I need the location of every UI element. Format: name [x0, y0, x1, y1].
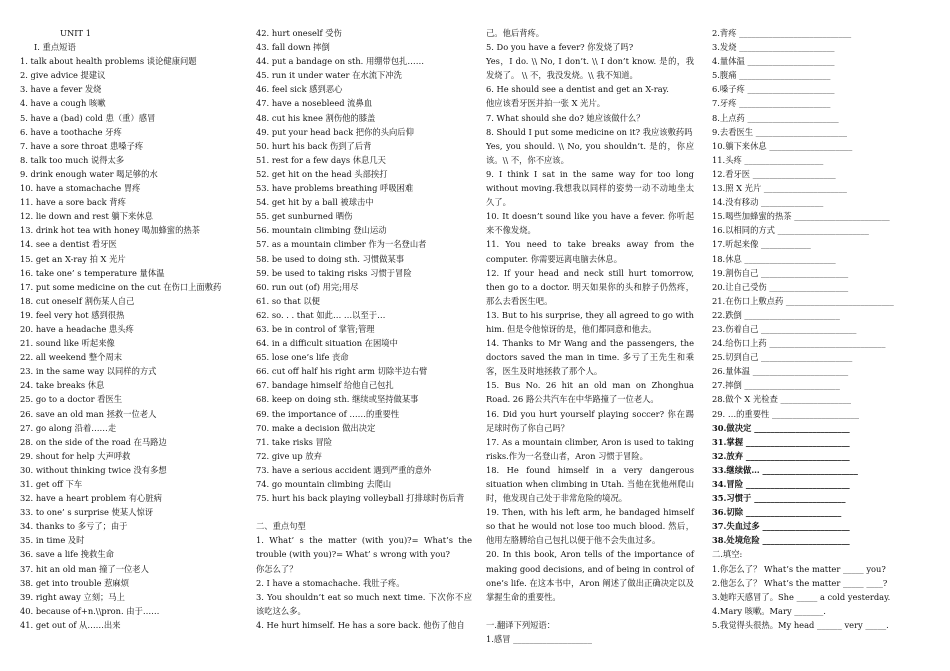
phrase-item: 59. be used to taking risks 习惯于冒险: [256, 267, 412, 278]
phrase-list-1: [20, 54, 248, 632]
translate-item[interactable]: 3.发烧 _______________________: [712, 42, 835, 53]
phrase-list-2: [256, 26, 472, 505]
phrase-item: 11. have a sore back 背疼: [20, 197, 126, 208]
phrase-item: 47. have a nosebleed 流鼻血: [256, 98, 373, 109]
phrase-item: 53. have problems breathing 呼吸困难: [256, 183, 414, 194]
phrase-item: 4. have a cough 咳嗽: [20, 98, 106, 109]
phrase-item: 10. have a stomachache 胃疼: [20, 183, 141, 194]
phrase-item: 26. save an old man 拯救一位老人: [20, 408, 157, 419]
translate-item[interactable]: 22.跌倒 _______________________: [712, 309, 840, 320]
phrase-item: 49. put your head back 把你的头向后仰: [256, 126, 414, 137]
column-4: [712, 26, 944, 632]
phrase-item: 66. cut off half his right arm 切除半边右臂: [256, 366, 428, 377]
sentence-item: 11. You need to take breaks away from the computer. 你需要远离电脑去休息。: [486, 239, 694, 264]
translate-item[interactable]: 26.量体温 _______________________: [712, 366, 849, 377]
phrase-item: 57. as a mountain climber 作为一名登山者: [256, 239, 427, 250]
phrase-item: 13. drink hot tea with honey 喝加蜂蜜的热茶: [20, 225, 200, 236]
phrase-item: 56. mountain climbing 登山运动: [256, 225, 387, 236]
sentence-item: 19. Then, with his left arm, he bandaged himself so that he would not lose too much blood. 然后，他用左胳膊给自己包扎以便于他不会失血过多。: [486, 507, 694, 546]
phrase-item: 31. get off 下车: [20, 479, 83, 489]
section-title-translate: 一.翻译下列短语：: [486, 619, 556, 630]
fill-in-item[interactable]: 4.Mary 咳嗽。Mary _______.: [712, 605, 826, 616]
phrase-item: 75. hurt his back playing volleyball 打排球时伤后背: [256, 493, 465, 504]
phrase-item: 17. put some medicine on the cut 在伤口上面敷药: [20, 281, 222, 292]
sentence-item: 2. I have a stomachache. 我肚子疼。: [256, 577, 405, 588]
phrase-item: 62. so. . . that 如此… …以至于…: [256, 309, 386, 320]
sentence-item: 他应该看牙医并拍一张 X 光片。: [486, 98, 606, 109]
phrase-item: 30. without thinking twice 没有多想: [20, 464, 167, 475]
translate-item[interactable]: 32.放弃 _________________________: [712, 450, 850, 461]
translate-item[interactable]: 33.继续做… _______________________: [712, 464, 858, 475]
translate-item[interactable]: 35.习惯于 ______________________: [712, 493, 846, 504]
translate-item[interactable]: 8.上点药 ______________________: [712, 112, 839, 123]
translate-item[interactable]: 37.失血过多 _____________________: [712, 521, 850, 532]
phrase-item: 39. right away 立刻；马上: [20, 591, 125, 602]
translate-item[interactable]: 36.切除 _______________________: [712, 507, 842, 518]
sentence-item: Yes, you should. \\ No, you shouldn’t. 是的，你应该。\\ 不，你不应该。: [486, 140, 694, 165]
translate-item[interactable]: 25.切到自己 ______________________: [712, 352, 853, 363]
sentence-item: 18. He found himself in a very dangerous situation when climbing in Utah. 当他在犹他州爬山时，他发现自己处于非常危险的境况。: [486, 464, 694, 504]
translate-item[interactable]: 16.以相同的方式 ______________________: [712, 225, 869, 236]
translate-item[interactable]: 20.让自己受伤 ___________________: [712, 281, 849, 292]
phrase-item: 14. see a dentist 看牙医: [20, 239, 117, 250]
translate-item[interactable]: 2.背疼 ___________________________: [712, 28, 852, 38]
fill-in-list: [712, 562, 944, 632]
sentence-item: Yes，I do. \\ No, I don’t. \\ I don’t know. 是的，我发烧了。 \\ 不，我没发烧。\\ 我不知道。: [486, 56, 694, 81]
phrase-item: 33. to one’ s surprise 使某人惊讶: [20, 507, 154, 518]
fill-in-item[interactable]: 1.你怎么了？ What’s the matter _____ you?: [712, 563, 886, 574]
phrase-item: 46. feel sick 感到恶心: [256, 84, 343, 95]
sentence-item: 5. Do you have a fever? 你发烧了吗?: [486, 42, 634, 53]
fill-in-item[interactable]: 5.我觉得头很热。My head ______ very _____.: [712, 619, 889, 630]
translate-item[interactable]: 4.量体温 _____________________: [712, 56, 835, 67]
phrase-item: 74. go mountain climbing 去爬山: [256, 479, 392, 489]
sentence-item: 17. As a mountain climber, Aron is used to taking risks.作为一名登山者，Aron 习惯于冒险。: [486, 436, 694, 461]
phrase-item: 22. all weekend 整个周末: [20, 352, 123, 363]
translate-item[interactable]: 9.去看医生 ______________________: [712, 126, 848, 137]
phrase-item: 19. feel very hot 感到很热: [20, 309, 125, 320]
phrase-item: 25. go to a doctor 看医生: [20, 394, 123, 405]
phrase-item: 34. thanks to 多亏了；由于: [20, 521, 128, 532]
phrase-item: 27. go along 沿着……走: [20, 422, 117, 433]
section-title-phrases: I. 重点短语: [34, 42, 76, 53]
translate-item[interactable]: 5.腹痛 ______________________: [712, 70, 831, 81]
translate-item[interactable]: 34.冒险 _________________________: [712, 479, 850, 489]
translate-item[interactable]: 23.伤着自己 _______________________: [712, 323, 857, 334]
phrase-item: 6. have a toothache 牙疼: [20, 126, 122, 137]
translate-item[interactable]: 38.处境危险 _____________________: [712, 535, 850, 546]
phrase-item: 64. in a difficult situation 在困境中: [256, 338, 398, 349]
phrase-item: 9. drink enough water 喝足够的水: [20, 168, 158, 179]
phrase-item: 41. get out of 从……出来: [20, 619, 121, 630]
translate-item[interactable]: 31.掌握 _________________________: [712, 436, 850, 447]
translate-item[interactable]: 1.感冒 ___________________: [486, 634, 592, 645]
phrase-item: 55. get sunburned 晒伤: [256, 211, 353, 222]
phrase-item: 72. give up 放弃: [256, 450, 322, 461]
translate-list: [712, 26, 944, 547]
phrase-item: 12. lie down and rest 躺下来休息: [20, 211, 153, 222]
sentence-item: 14. Thanks to Mr Wang and the passengers, the doctors saved the man in time. 多亏了王先生和乘客，医生及时地拯救了那个人。: [486, 338, 694, 377]
phrase-item: 3. have a fever 发烧: [20, 84, 102, 95]
column-1: [20, 26, 248, 632]
translate-item[interactable]: 30.做决定 _______________________: [712, 422, 850, 433]
phrase-item: 8. talk too much 说得太多: [20, 154, 125, 165]
sentence-list: [256, 533, 472, 632]
translate-item[interactable]: 11.头疼 ___________________: [712, 154, 824, 165]
translate-item[interactable]: 14.没有移动 _______________: [712, 197, 824, 208]
phrase-item: 1. talk about health problems 谈论健康问题: [20, 56, 197, 67]
fill-in-item[interactable]: 2.他怎么了？ What’s the matter _____ ____?: [712, 577, 888, 588]
translate-item[interactable]: 7.牙疼 ______________________: [712, 98, 831, 109]
phrase-item: 18. cut oneself 割伤某人自己: [20, 295, 135, 306]
translate-item[interactable]: 19.割伤自己 _____________________: [712, 267, 849, 278]
phrase-item: 35. in time 及时: [20, 535, 85, 546]
translate-item[interactable]: 15.喝些加蜂蜜的热茶 _______________________: [712, 211, 890, 222]
sentence-item: 6. He should see a dentist and get an X-ray.: [486, 84, 669, 95]
phrase-item: 48. cut his knee 割伤他的膝盖: [256, 112, 376, 123]
phrase-item: 54. get hit by a ball 被球击中: [256, 197, 374, 208]
phrase-item: 2. give advice 提建议: [20, 70, 106, 81]
fill-in-item[interactable]: 3.她昨天感冒了。She _____ a cold yesterday.: [712, 591, 891, 602]
phrase-item: 61. so that 以便: [256, 295, 320, 306]
phrase-item: 50. hurt his back 伤到了后背: [256, 140, 372, 151]
phrase-item: 52. get hit on the head 头部挨打: [256, 168, 388, 179]
sentence-item: 20. In this book, Aron tells of the importance of making good decisions, and of being in control of one’s life. 在这本书中，Aron 阐述了做出正确决定以及掌握生命的重要性。: [486, 549, 694, 602]
sentence-item: 4. He hurt himself. He has a sore back. 他伤了他自: [256, 619, 465, 630]
sentence-item: 12. If your head and neck still hurt tomorrow, then go to a doctor. 明天如果你的头和脖子仍然疼，那么去看医生吧。: [486, 267, 694, 306]
phrase-item: 28. on the side of the road 在马路边: [20, 436, 167, 447]
translate-item[interactable]: 24.给伤口上药 ____________________________: [712, 338, 886, 349]
sentence-item: 10. It doesn’t sound like you have a fever. 你听起来不像发烧。: [486, 211, 694, 236]
phrase-item: 73. have a serious accident 遇到严重的意外: [256, 464, 432, 475]
translate-item[interactable]: 18.休息 ______________________: [712, 253, 836, 264]
phrase-item: 68. keep on doing sth. 继续或坚持做某事: [256, 394, 419, 405]
translate-item[interactable]: 13.照 X 光片 ____________________: [712, 183, 847, 194]
column-3: [486, 26, 694, 646]
phrase-item: 51. rest for a few days 休息几天: [256, 154, 386, 165]
phrase-item: 67. bandage himself 给他自己包扎: [256, 380, 394, 391]
phrase-item: 42. hurt oneself 受伤: [256, 28, 342, 38]
phrase-item: 44. put a bandage on sth. 用绷带包扎……: [256, 56, 425, 67]
phrase-item: 16. take one’ s temperature 量体温: [20, 267, 165, 278]
phrase-item: 45. run it under water 在水流下冲洗: [256, 70, 402, 81]
sentence-item: 15. Bus No. 26 hit an old man on Zhonghua Road. 26 路公共汽车在中华路撞了一位老人。: [486, 380, 694, 405]
sentence-item: 己。他后背疼。: [486, 28, 545, 38]
phrase-item: 40. because of+n.\\pron. 由于……: [20, 605, 160, 616]
phrase-item: 15. get an X-ray 拍 X 光片: [20, 253, 126, 264]
sentence-item: 13. But to his surprise, they all agreed to go with him. 但是令他惊讶的是，他们都同意和他去。: [486, 309, 694, 334]
phrase-item: 29. shout for help 大声呼救: [20, 450, 131, 461]
phrase-item: 60. run out (of) 用完;用尽: [256, 281, 359, 292]
phrase-item: 20. have a headache 患头疼: [20, 323, 134, 334]
sentence-list-continued: [486, 26, 694, 604]
translate-item[interactable]: 17.听起来像 ____________: [712, 239, 811, 250]
phrase-item: 5. have a (bad) cold 患（重）感冒: [20, 112, 156, 123]
sentence-item: 9. I think I sat in the same way for too long without moving.我想我以同样的姿势一动不动地坐太久了。: [486, 168, 694, 208]
phrase-item: 24. take breaks 休息: [20, 380, 105, 391]
phrase-item: 21. sound like 听起来像: [20, 338, 115, 349]
phrase-item: 38. get into trouble 惹麻烦: [20, 577, 130, 588]
phrase-item: 32. have a heart problem 有心脏病: [20, 493, 162, 504]
phrase-item: 37. hit an old man 撞了一位老人: [20, 563, 149, 574]
section-title-fill: 二.填空:: [712, 549, 743, 560]
column-2: [256, 26, 472, 632]
sentence-item: 3. You shouldn’t eat so much next time. 下次你不应该吃这么多。: [256, 591, 472, 616]
phrase-item: 65. lose one’s life 丧命: [256, 352, 349, 363]
translate-item[interactable]: 29. …的重要性 _____________________: [712, 408, 860, 419]
sentence-item: 8. Should I put some medicine on it? 我应该敷药吗: [486, 126, 693, 137]
translate-item[interactable]: 10.躺下来休息 ____________________: [712, 140, 853, 151]
sentence-item: 1. What’ s the matter (with you)?= What’s the trouble (with you)?= What’ s wrong with you?: [256, 535, 472, 560]
phrase-item: 70. make a decision 做出决定: [256, 422, 376, 433]
translate-item[interactable]: 6.嗓子疼 _____________________: [712, 84, 835, 95]
translate-item[interactable]: 21.在伤口上敷点药 __________________________: [712, 295, 894, 306]
phrase-item: 7. have a sore throat 患嗓子疼: [20, 140, 144, 151]
phrase-item: 43. fall down 摔倒: [256, 42, 330, 53]
phrase-item: 23. in the same way 以同样的方式: [20, 366, 157, 377]
phrase-item: 36. save a life 挽救生命: [20, 549, 114, 560]
unit-title: UNIT 1: [60, 28, 91, 38]
section-title-sentences: 二、重点句型: [256, 521, 306, 532]
sentence-item: 16. Did you hurt yourself playing soccer? 你在踢足球时伤了你自己吗？: [486, 408, 694, 433]
phrase-item: 69. the importance of ……的重要性: [256, 408, 400, 419]
phrase-item: 63. be in control of 掌管;管理: [256, 323, 375, 334]
translate-item[interactable]: 12.看牙医 ____________________: [712, 168, 836, 179]
phrase-item: 71. take risks 冒险: [256, 436, 333, 447]
sentence-item: 你怎么了？: [256, 563, 298, 574]
sentence-item: 7. What should she do? 她应该做什么？: [486, 112, 645, 123]
phrase-item: 58. be used to doing sth. 习惯做某事: [256, 253, 405, 264]
translate-item[interactable]: 27.摔倒 _______________________: [712, 380, 840, 391]
translate-item[interactable]: 28.做个 X 光检查 _________________: [712, 394, 852, 405]
